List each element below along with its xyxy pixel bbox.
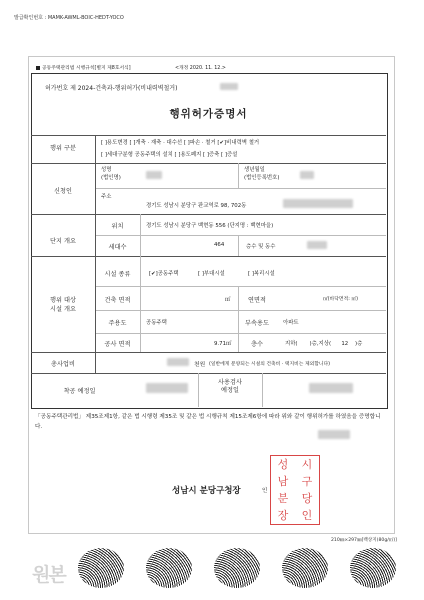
birth-label: 생년월일 (법인등록번호) — [244, 167, 280, 181]
rule — [140, 214, 141, 352]
redaction-blur — [146, 171, 162, 179]
location-label: 위치 — [111, 223, 124, 230]
floors-label: 층수 및 동수 — [246, 244, 276, 250]
security-pattern-icon — [282, 548, 328, 588]
security-pattern-icon — [146, 548, 192, 588]
rule — [262, 373, 263, 407]
floor-area-unit: ㎡(바닥면적: ㎡) — [323, 297, 359, 302]
form-label-text: 공동주택관리법 시행규칙[별지 제8호서식] — [42, 66, 131, 71]
seal-char: 성 — [277, 458, 289, 471]
rule — [31, 135, 386, 136]
act-type-label: 행위 구분 — [50, 145, 76, 152]
rule — [95, 333, 386, 334]
rule — [31, 163, 386, 164]
issuer-name: 성남시 분당구청장 — [172, 486, 241, 496]
security-pattern-icon — [78, 548, 124, 588]
complex-label: 단지 개요 — [50, 238, 76, 245]
storeys-label: 층수 — [251, 341, 263, 348]
rule — [95, 188, 386, 189]
facility-type-option-apartment: [✔]공동주택 — [149, 271, 179, 277]
paper-spec: 210㎜×297㎜[백상지(80g/㎡)] — [331, 538, 397, 543]
redaction-blur — [220, 83, 238, 90]
floor-area-label: 연면적 — [248, 297, 266, 304]
rule — [95, 235, 386, 236]
households-value: 464 — [214, 242, 225, 248]
rule — [31, 373, 386, 374]
redaction-blur — [318, 430, 350, 439]
seal-char: 시 — [301, 458, 313, 471]
original-watermark: 원본 — [32, 564, 65, 586]
main-use-label: 주용도 — [108, 320, 127, 327]
facility-label: 행위 대상 시설 개요 — [50, 297, 76, 313]
rule — [238, 235, 239, 256]
official-seal-icon — [270, 455, 320, 525]
seal-char: 남 — [277, 475, 289, 488]
seal-char: 당 — [301, 492, 313, 505]
rule — [238, 163, 239, 188]
address-label: 주소 — [101, 194, 112, 200]
revision-date: <개정 2020. 11. 12.> — [175, 66, 226, 71]
total-cost-label: 총사업비 — [51, 361, 75, 368]
facility-type-option-auxiliary: [ ]부대시설 — [198, 271, 225, 277]
rule — [31, 214, 386, 215]
storeys-value: 지하( )층,지상( 12 )층 — [285, 341, 363, 347]
redaction-blur — [309, 383, 353, 393]
seal-char: 구 — [301, 475, 313, 488]
act-type-line1: [ ]용도변경 [ ]개축 · 재축 · 대수선 [ ]파손 · 철거 [✔]비내력벽 철거 — [101, 140, 260, 146]
start-date-label: 착공 예정일 — [63, 388, 96, 395]
rule — [31, 352, 386, 353]
seal-char: 장 — [277, 509, 289, 522]
seal-char: 분 — [277, 492, 289, 505]
inspection-date-label: 사용검사 예정일 — [218, 379, 242, 394]
redaction-blur — [146, 383, 188, 393]
sub-use-value: 아파트 — [283, 320, 299, 326]
households-label: 세대수 — [108, 244, 127, 251]
rule — [95, 310, 386, 311]
redaction-blur — [307, 241, 327, 249]
sub-use-label: 부속용도 — [245, 320, 269, 327]
issue-number: 발급확인번호 : MAMK-AWML-BOIC-HEDT-YOCO — [14, 15, 124, 21]
document-title: 행위허가증명서 — [169, 108, 248, 120]
main-use-value: 공동주택 — [146, 320, 167, 326]
security-pattern-icon — [350, 548, 396, 588]
certification-statement: 「공동주택관리법」 제35조제1항, 같은 법 시행령 제35조 및 같은 법 시행규칙 제15조제6항에 따라 위와 같이 행위허가를 하였음을 증명합니다. — [35, 414, 381, 430]
rule — [31, 256, 386, 257]
rule — [95, 135, 96, 373]
security-pattern-icon — [214, 548, 260, 588]
work-area-label: 공사 면적 — [104, 341, 131, 348]
building-area-label: 건축 면적 — [104, 297, 131, 304]
rule — [95, 286, 386, 287]
seal-mark: 인 — [262, 488, 268, 494]
seal-char: 인 — [301, 509, 313, 522]
facility-type-label: 시설 종류 — [104, 271, 131, 278]
square-bullet-icon — [36, 66, 40, 70]
total-cost-unit: 천원 — [194, 362, 206, 368]
act-type-line2: [ ]세대구분형 공동주택의 설치 [ ]용도폐지 [ ]증축 [ ]증설 — [101, 152, 238, 158]
name-label: 성명 (법인명) — [101, 167, 121, 181]
redaction-blur — [283, 199, 353, 208]
permit-number-label: 허가번호 제 2024-건축과-행위허가(비내력벽철거) — [45, 85, 178, 92]
address-value: 경기도 성남시 분당구 판교역로 98, 702동 — [146, 203, 247, 209]
facility-type-option-welfare: [ ]복리시설 — [248, 271, 275, 277]
redaction-blur — [167, 358, 189, 366]
redaction-blur — [300, 171, 314, 179]
applicant-label: 신청인 — [54, 188, 72, 195]
location-value: 경기도 성남시 분당구 백현동 556 (단지명 : 백현마을) — [146, 223, 274, 229]
work-area-value: 9.71㎡ — [214, 341, 232, 347]
total-cost-note: (일반에게 분양되는 시설의 건축비 · 택지비는 제외합니다) — [209, 362, 330, 367]
building-area-unit: ㎡ — [225, 297, 231, 303]
form-label — [36, 64, 131, 71]
